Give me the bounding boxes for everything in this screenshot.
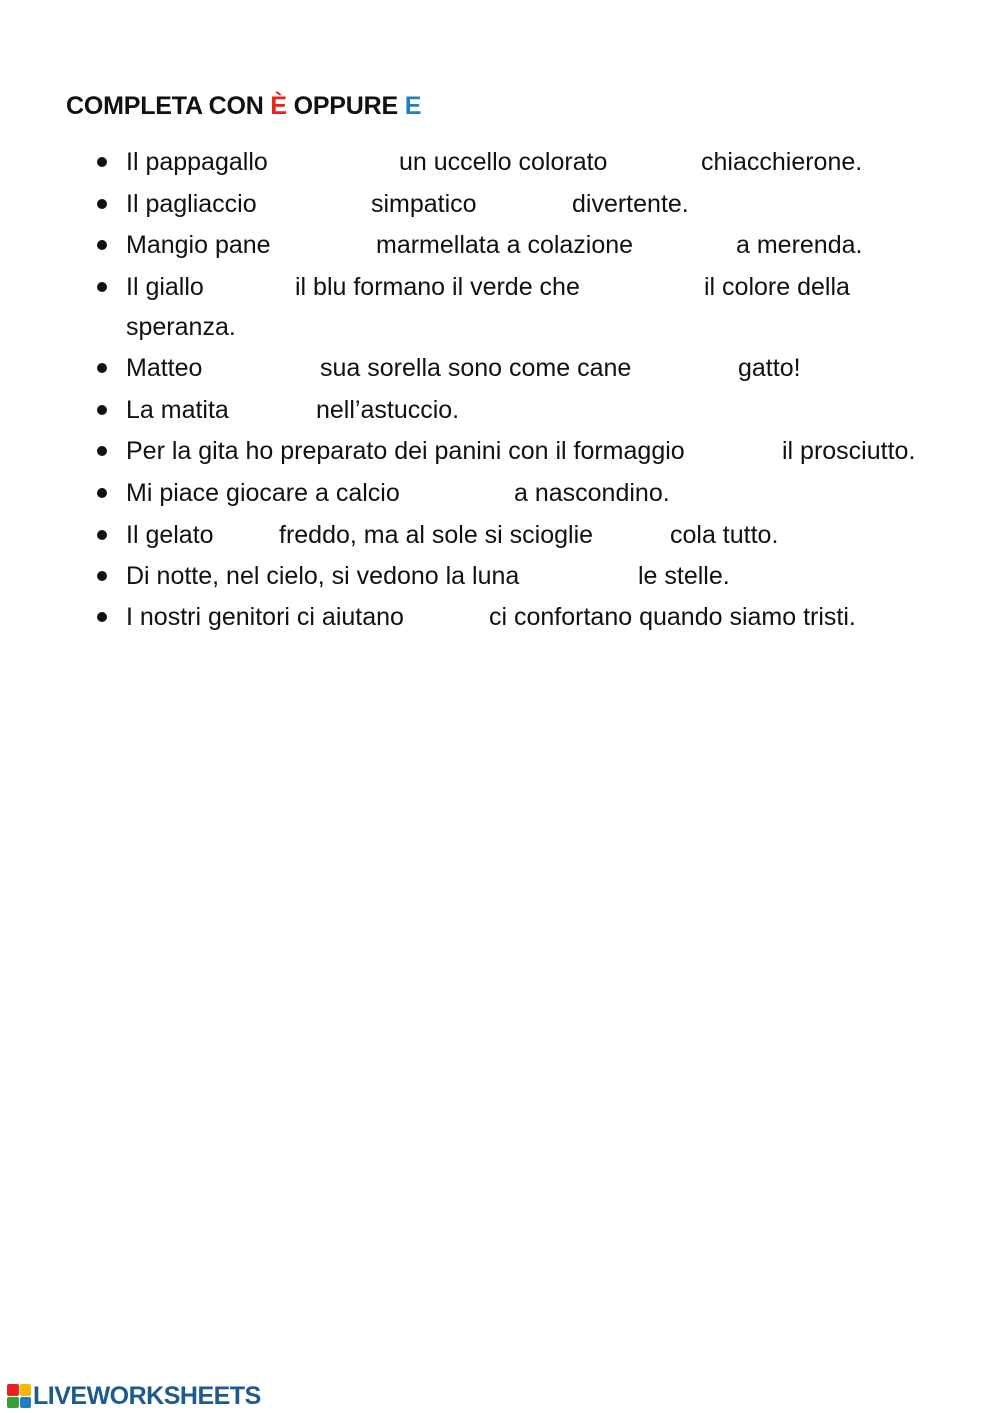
sentence-3-fragment-1: Mangio pane <box>126 231 271 259</box>
bullet-11 <box>97 612 107 622</box>
title-e-plain: E <box>404 92 422 120</box>
sentence-7-fragment-2: il prosciutto. <box>782 437 916 465</box>
bullet-10 <box>97 571 107 581</box>
sentence-7-fragment-1: Per la gita ho preparato dei panini con il formaggio <box>126 437 685 465</box>
sentence-2-fragment-1: Il pagliaccio <box>126 190 257 218</box>
sentence-5-fragment-1: Matteo <box>126 354 203 382</box>
sentence-6-fragment-1: La matita <box>126 396 229 424</box>
title-part-1: COMPLETA CON <box>66 92 271 120</box>
sentence-1-fragment-2: un uccello colorato <box>399 148 608 176</box>
sentence-8-fragment-2: a nascondino. <box>514 479 670 507</box>
bullet-9 <box>97 530 107 540</box>
bullet-6 <box>97 405 107 415</box>
sentence-2-fragment-2: simpatico <box>371 190 477 218</box>
bullet-8 <box>97 488 107 498</box>
sentence-9-fragment-3: cola tutto. <box>670 521 779 549</box>
bullet-4 <box>97 282 107 292</box>
bullet-5 <box>97 363 107 373</box>
bullet-2 <box>97 199 107 209</box>
sentence-4-fragment-3: il colore della <box>704 273 850 301</box>
sentence-2-fragment-3: divertente. <box>572 190 689 218</box>
title-part-2: OPPURE <box>286 92 405 120</box>
sentence-1-fragment-3: chiacchierone. <box>701 148 863 176</box>
sentence-3-fragment-3: a merenda. <box>736 231 863 259</box>
title-e-accent: È <box>270 92 287 120</box>
sentence-9-fragment-2: freddo, ma al sole si scioglie <box>279 521 594 549</box>
sentence-5-fragment-3: gatto! <box>738 354 801 382</box>
sentence-5-fragment-2: sua sorella sono come cane <box>320 354 632 382</box>
sentence-11-fragment-2: ci confortano quando siamo tristi. <box>489 603 856 631</box>
worksheet-title <box>66 92 421 121</box>
sentence-1-fragment-1: Il pappagallo <box>126 148 268 176</box>
bullet-7 <box>97 446 107 456</box>
sentence-10-fragment-1: Di notte, nel cielo, si vedono la luna <box>126 562 520 590</box>
liveworksheets-logo[interactable] <box>7 1383 261 1409</box>
liveworksheets-logo-icon <box>7 1384 31 1408</box>
bullet-1 <box>97 157 107 167</box>
sentence-4-continuation: speranza. <box>126 313 236 341</box>
logo-text: LIVEWORKSHEETS <box>33 1381 261 1410</box>
sentence-8-fragment-1: Mi piace giocare a calcio <box>126 479 400 507</box>
sentence-9-fragment-1: Il gelato <box>126 521 214 549</box>
sentence-4-fragment-1: Il giallo <box>126 273 204 301</box>
sentence-11-fragment-1: I nostri genitori ci aiutano <box>126 603 404 631</box>
sentence-10-fragment-2: le stelle. <box>638 562 730 590</box>
sentence-6-fragment-2: nell’astuccio. <box>316 396 460 424</box>
sentence-3-fragment-2: marmellata a colazione <box>376 231 634 259</box>
bullet-3 <box>97 240 107 250</box>
sentence-4-fragment-2: il blu formano il verde che <box>295 273 580 301</box>
